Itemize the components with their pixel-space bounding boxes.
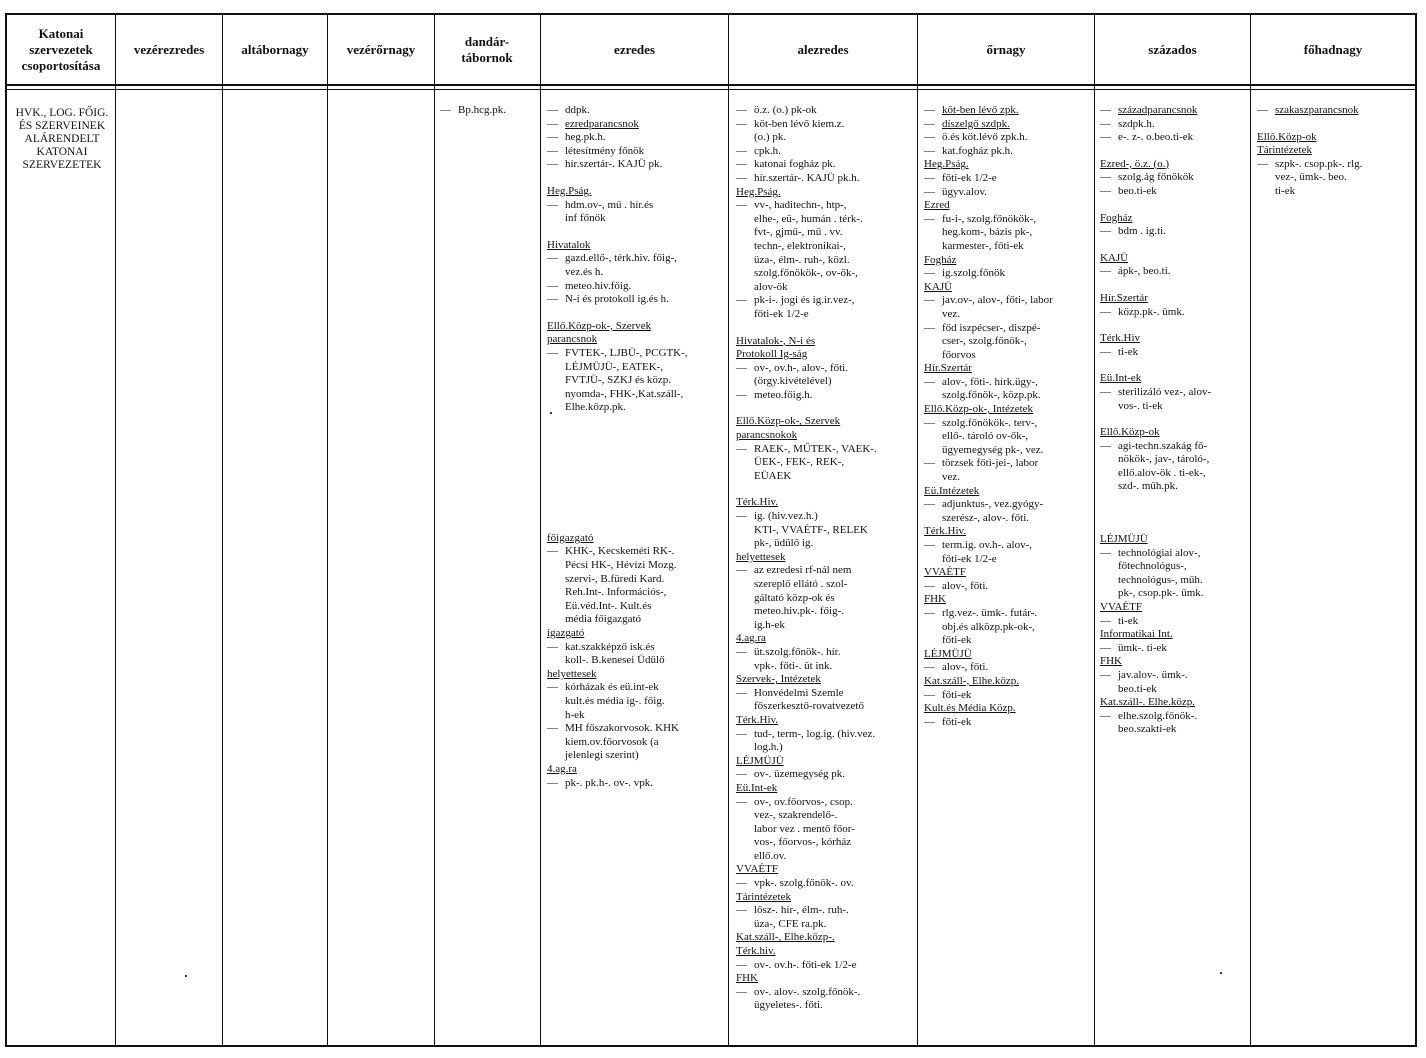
scan-speck (550, 412, 552, 414)
list-item: — ov-. ov.h-. főti-ek 1/2-e (736, 959, 914, 973)
section-heading: Hivatalok-, N-i és (736, 334, 816, 347)
column-divider (540, 13, 541, 1047)
header-ezredes: ezredes (614, 41, 655, 57)
list-item: — szolg.ág főnökök (1100, 171, 1248, 185)
spacer (547, 493, 723, 519)
section-heading: Hír.Szertár (924, 362, 972, 375)
list-item-continuation: LÉJMÜJÜ-, EATEK-, (565, 360, 664, 373)
spacer (1100, 413, 1248, 426)
list-item: — ov-, ov.h-, alov-, főti. (736, 362, 914, 376)
list-item-continuation: EÜAEK (754, 469, 792, 482)
list-item: — rlg.vez-. ümk-. futár-. (924, 607, 1090, 621)
list-item-continuation: (o.) pk. (754, 131, 787, 144)
section-heading: KAJÜ (1100, 251, 1129, 264)
spacer (736, 402, 914, 415)
list-item-continuation: nökök-, jav-, tároló-, (1118, 453, 1210, 466)
scan-speck (1220, 972, 1222, 974)
list-item-continuation: beo.ti-ek (1118, 682, 1157, 695)
fohadnagy-cell (1257, 104, 1413, 199)
list-item: — alov-, főti. (924, 661, 1090, 675)
list-item-continuation: főszerkesztő-rovatvezető (754, 700, 864, 713)
alezredes-cell (736, 104, 914, 1013)
section-heading: Ellő.Közp-ok (1100, 426, 1160, 439)
column-divider (115, 13, 116, 1047)
list-item-continuation: KTI-, VVAÉTF-, RELEK (754, 523, 868, 536)
column-divider (327, 13, 328, 1047)
header-szazados: százados (1148, 41, 1197, 57)
section-heading: Heg.Pság. (547, 184, 592, 197)
section-heading: LÉJMÜJÜ (736, 754, 784, 767)
list-item: — technológiai alov-, (1100, 547, 1248, 561)
list-item-continuation: (örgy.kivételével) (754, 375, 832, 388)
section-heading: Szervek-, Intézetek (736, 673, 821, 686)
spacer (1100, 199, 1248, 212)
list-item: — e-. z-. o.beo.ti-ek (1100, 131, 1248, 145)
list-item: — kat.fogház pk.h. (924, 145, 1090, 159)
list-item-continuation: főorvos (942, 348, 976, 361)
list-item-continuation: média főigazgató (565, 613, 642, 626)
list-item-continuation: ig.h-ek (754, 618, 785, 631)
section-heading: Térk.Hiv. (736, 713, 779, 726)
section-heading: 4.ag.ra (736, 632, 766, 645)
spacer (736, 322, 914, 335)
list-item-continuation: labor vez . mentő főor- (754, 822, 855, 835)
list-item-continuation: főti-ek (942, 634, 972, 647)
list-item: — N-i és protokoll ig.és h. (547, 293, 723, 307)
list-item: — jav.ov-, alov-, főti-, labor (924, 294, 1090, 308)
spacer (547, 172, 723, 185)
list-item: — törzsek főti-jei-, labor (924, 457, 1090, 471)
spacer (547, 441, 723, 467)
section-heading: FHK (736, 972, 759, 985)
section-heading: Ellő.Közp-ok-, Szervek (547, 319, 652, 332)
list-item: — szpk-. csop.pk-. rlg. (1257, 158, 1413, 172)
section-heading: Kat.száll-. Elhe.közp. (1100, 696, 1195, 709)
column-divider (222, 13, 223, 1047)
list-item-continuation: obj.és alközp.pk-ok-, (942, 620, 1035, 633)
list-item-continuation: ellő.alov-ök . ti-ek-, (1118, 466, 1206, 479)
spacer (547, 307, 723, 320)
section-heading: Eü.Int-ek (736, 781, 778, 794)
section-heading: Kat.száll-, Elhe.közp. (924, 674, 1019, 687)
list-item: — főti-ek (924, 689, 1090, 703)
list-item-continuation: szervi-, B.füredi Kard. (565, 572, 665, 585)
list-item-continuation: nyomda-, FHK-,Kat.száll-, (565, 387, 684, 400)
list-item: — tud-, term-, log.ig. (hiv.vez. (736, 728, 914, 742)
list-item: — szakaszparancsnok (1257, 104, 1413, 118)
list-item: — Honvédelmi Szemle (736, 687, 914, 701)
list-item: — ig. (hiv.vez.h.) (736, 510, 914, 524)
header-dandartabornok: dandár-tábornok (461, 33, 513, 65)
ornagy-cell (924, 104, 1090, 729)
list-item-continuation: vez. (942, 471, 961, 484)
list-item-continuation: vez.és h. (565, 265, 604, 278)
list-item: — ti-ek (1100, 615, 1248, 629)
list-item: — meteo.hiv.főig. (547, 280, 723, 294)
spacer (547, 226, 723, 239)
list-item: — fu-i-, szolg.főnökök-, (924, 213, 1090, 227)
list-item: — köt-ben lévő zpk. (924, 104, 1090, 118)
list-item-continuation: szerész-, alov-. főti. (942, 511, 1030, 524)
list-item: — RAEK-, MŰTEK-, VAEK-. (736, 443, 914, 457)
list-item: — szolg.főnökök-. terv-, (924, 417, 1090, 431)
header-vezerezredes: vezérezredes (133, 41, 205, 57)
list-item: — agi-techn.szakág fő- (1100, 440, 1248, 454)
section-heading: Térk.hiv. (736, 945, 776, 958)
section-heading: 4.ag.ra (547, 762, 577, 775)
list-item-continuation: Eü.véd.Int-. Kult.és (565, 599, 652, 612)
szazados-cell (1100, 104, 1248, 737)
list-item: — ig.szolg.főnök (924, 267, 1090, 281)
list-item: — term.ig. ov.h-. alov-, (924, 539, 1090, 553)
ezredes-cell (547, 104, 723, 790)
list-item: — katonai fogház pk. (736, 158, 914, 172)
list-item: — alov-, főti. (924, 580, 1090, 594)
section-heading: Protokoll Ig-ság (736, 348, 808, 361)
section-heading: Heg.Pság. (924, 158, 969, 171)
section-heading: Térk.Hiv. (736, 496, 779, 509)
section-heading: LÉJMÜJÜ (924, 647, 972, 660)
section-heading: FHK (1100, 655, 1123, 668)
list-item-continuation: Elhe.közp.pk. (565, 401, 626, 414)
list-item-continuation: főti-ek 1/2-e (942, 552, 997, 565)
list-item-continuation: alov-ök (754, 280, 788, 293)
list-item-continuation: üza-, élm-. ruh-, közl. (754, 253, 850, 266)
list-item: — heg.pk.h. (547, 131, 723, 145)
list-item: — ügyv.alov. (924, 186, 1090, 200)
header-fohadnagy: főhadnagy (1303, 41, 1363, 57)
spacer (1100, 359, 1248, 372)
list-item: — ddpk. (547, 104, 723, 118)
list-item: — századparancsnok (1100, 104, 1248, 118)
section-heading: Fogház (1100, 211, 1133, 224)
section-heading: Kat.száll-, Elhe.közp-. (736, 931, 835, 944)
section-heading: parancsnok (547, 333, 598, 346)
list-item-continuation: FVTJÜ-, SZKJ és közp. (565, 374, 672, 387)
list-item-continuation: szolg.főnökök-, ov-ők-, (754, 267, 858, 280)
list-item-continuation: ellő-. tároló ov-ők-, (942, 430, 1029, 443)
column-divider (917, 13, 918, 1047)
section-heading: Ezred-, ö.z. (o.) (1100, 157, 1170, 170)
list-item: — szdpk.h. (1100, 118, 1248, 132)
list-item-continuation: koll-. B.kenesei Üdülő (565, 654, 665, 667)
list-item-continuation: üza-, CFE ra.pk. (754, 917, 827, 930)
list-item-continuation: főtechnológus-, (1118, 560, 1187, 573)
list-item: — Bp.hcg.pk. (440, 104, 534, 118)
section-heading: igazgató (547, 627, 585, 640)
section-heading: Térk.Hiv. (924, 525, 967, 538)
list-item-continuation: cser-, szolg.főnök-, (942, 335, 1027, 348)
section-heading: Eü.Int-ek (1100, 372, 1142, 385)
section-heading: VVAÉTF (1100, 601, 1142, 614)
list-item-continuation: log.h.) (754, 741, 783, 754)
section-heading: KAJÜ (924, 280, 953, 293)
list-item: — díszelgő szdpk. (924, 118, 1090, 132)
list-item-continuation: szereplő ellátó . szol- (754, 578, 848, 590)
list-item: — főti-ek (924, 716, 1090, 730)
section-heading: Ellő.Közp-ok (1257, 130, 1317, 143)
list-item: — ümk-. ti-ek (1100, 642, 1248, 656)
section-heading: Informatikai Int. (1100, 628, 1173, 641)
list-item-continuation: ügyemegység pk-, vez. (942, 443, 1044, 456)
column-divider (434, 13, 435, 1047)
list-item: — lősz-. hír-, élm-. ruh-. (736, 904, 914, 918)
column-divider (1250, 13, 1251, 1047)
list-item: — bdm . ig.ti. (1100, 225, 1248, 239)
list-item: — cpk.h. (736, 145, 914, 159)
spacer (736, 483, 914, 496)
section-heading: főigazgató (547, 531, 594, 544)
list-item: — beo.ti-ek (1100, 185, 1248, 199)
list-item-continuation: szd-. műh.pk. (1118, 480, 1178, 493)
list-item: — ö.z. (o.) pk-ok (736, 104, 914, 118)
list-item-continuation: heg.kom-, bázis pk-, (942, 226, 1033, 239)
list-item-continuation: ti-ek (1275, 184, 1296, 197)
section-heading: LÉJMÜJÜ (1100, 533, 1148, 546)
group-label: HVK., LOG. FŐIG. ÉS SZERVEINEK ALÁRENDELT KATONAI SZERVEZETEK (15, 107, 109, 171)
list-item: — hír.szertár-. KAJÜ pk.h. (736, 172, 914, 186)
list-item-continuation: beo.szakti-ek (1118, 723, 1177, 736)
list-item-continuation: jelenlegi szerint) (565, 749, 639, 762)
list-item-continuation: vpk-. főti-. üt ink. (754, 659, 833, 672)
section-heading: helyettesek (547, 667, 597, 680)
list-item-continuation: elhe-, eü-, humán . térk-. (754, 212, 863, 225)
list-item-continuation: technológus-, műh. (1118, 573, 1203, 586)
list-item: — üt.szolg.főnök-. hír. (736, 646, 914, 660)
list-item: — adjunktus-, vez.gyógy- (924, 498, 1090, 512)
header-vezerornagy: vezérőrnagy (346, 41, 416, 57)
list-item: — létesítmény főnök (547, 145, 723, 159)
list-item: — ti-ek (1100, 346, 1248, 360)
list-item: — ov-, ov.főorvos-, csop. (736, 796, 914, 810)
list-item: — vv-, haditechn-, htp-, (736, 199, 914, 213)
list-item: — jav.alov-. ümk-. (1100, 669, 1248, 683)
section-heading: Térk.Hiv (1100, 332, 1141, 345)
list-item: — KHK-, Kecskeméti RK-. (547, 545, 723, 559)
list-item-continuation: vez-, szakrendelő-. (754, 809, 838, 822)
spacer (1257, 118, 1413, 131)
list-item-continuation: vos-, főorvos-, kórház (754, 836, 852, 849)
list-item-continuation: kult.és média ig-. főig. (565, 695, 665, 707)
spacer (1100, 319, 1248, 332)
list-item: — MH főszakorvosok. KHK (547, 722, 723, 736)
spacer (1100, 494, 1248, 520)
list-item-continuation: vez. (942, 307, 961, 320)
list-item-continuation: gáltató közp-ok és (754, 591, 835, 604)
list-item: — meteo.főig.h. (736, 389, 914, 403)
spacer (547, 519, 723, 532)
list-item-continuation: fvt-, gjmű-, mű . vv. (754, 226, 843, 239)
list-item: — az ezredesi rf-nál nem (736, 564, 914, 578)
section-heading: Kult.és Média Közp. (924, 702, 1016, 715)
list-item-continuation: karmester-, főti-ek (942, 239, 1024, 252)
section-heading: VVAÉTF (736, 863, 778, 876)
list-item: — alov-, főti-. hírk.ügy-, (924, 376, 1090, 390)
list-item: — köt-ben lévő kiem.z. (736, 118, 914, 132)
list-item-continuation: h-ek (565, 708, 585, 721)
column-divider (728, 13, 729, 1047)
list-item: — elhe.szolg.főnök-. (1100, 710, 1248, 724)
spacer (1100, 145, 1248, 158)
list-item: — gazd.ellő-, térk.hiv. főig-, (547, 252, 723, 266)
header-alezredes: alezredes (797, 41, 849, 57)
column-divider (1094, 13, 1095, 1047)
list-item: — pk-i-. jogi és ig.ir.vez-, (736, 294, 914, 308)
header-altabornagy: altábornagy (241, 41, 309, 57)
section-heading: Fogház (924, 253, 957, 266)
list-item: — pk-. pk.h-. ov-. vpk. (547, 777, 723, 791)
list-item-continuation: ellő.ov. (754, 849, 787, 862)
list-item-continuation: pk-, üdülő ig. (754, 537, 814, 550)
spacer (1100, 520, 1248, 533)
section-heading: Tárintézetek (736, 890, 791, 903)
spacer (547, 415, 723, 441)
header-ornagy: őrnagy (986, 41, 1026, 57)
section-heading: Tárintézetek (1257, 144, 1312, 157)
list-item-continuation: ÜEK-, FEK-, REK-, (754, 456, 845, 469)
list-item: — ezredparancsnok (547, 118, 723, 132)
spacer (547, 467, 723, 493)
spacer (1100, 279, 1248, 292)
section-heading: Ellő.Közp-ok-, Szervek (736, 415, 841, 428)
list-item: — főti-ek 1/2-e (924, 172, 1090, 186)
list-item: — ov-. üzemegység pk. (736, 768, 914, 782)
list-item-continuation: kiem.ov.főorvosok (a (565, 735, 659, 748)
list-item: — ov-. alov-. szolg.főnök-. (736, 986, 914, 1000)
list-item-continuation: meteo.hiv.pk-. főig-. (754, 605, 845, 618)
body-top-border (5, 89, 1417, 90)
list-item-continuation: Reh.Int-. Információs-, (565, 586, 667, 599)
section-heading: Heg.Pság. (736, 185, 781, 198)
header-group: Katonai szervezetek csoportosítása (21, 25, 101, 73)
list-item-continuation: vez-, ümk-. beo. (1275, 171, 1347, 184)
spacer (1100, 239, 1248, 252)
list-item: — vpk-. szolg.főnök-. ov. (736, 877, 914, 891)
section-heading: Ellő.Közp-ok-, Intézetek (924, 403, 1034, 416)
list-item: — kat.szakképző isk.és (547, 641, 723, 655)
list-item: — kórházak és eü.int-ek (547, 681, 723, 695)
list-item: — ápk-, beo.ti. (1100, 265, 1248, 279)
section-heading: FHK (924, 593, 947, 606)
list-item: — közp.pk-. ümk. (1100, 306, 1248, 320)
section-heading: Hivatalok (547, 238, 591, 251)
list-item: — ö.és köt.lévő zpk.h. (924, 131, 1090, 145)
section-heading: helyettesek (736, 550, 786, 563)
list-item: — sterilizáló vez-, alov- (1100, 386, 1248, 400)
list-item-continuation: pk-, csop.pk-. ümk. (1118, 587, 1204, 600)
list-item: — főd iszpécser-, diszpé- (924, 322, 1090, 336)
dandartabornok-cell (440, 104, 534, 118)
section-heading: parancsnokok (736, 429, 798, 442)
scan-speck (185, 975, 187, 977)
section-heading: Ezred (924, 199, 950, 212)
list-item: — hdm.ov-, mű . hír.és (547, 199, 723, 213)
section-heading: Hír.Szertár (1100, 291, 1148, 304)
section-heading: Eü.Intézetek (924, 484, 980, 497)
list-item-continuation: főti-ek 1/2-e (754, 307, 809, 320)
list-item-continuation: techn-, elektronikai-, (754, 239, 846, 252)
list-item-continuation: ügyeletes-. főti. (754, 999, 823, 1012)
list-item-continuation: Pécsi HK-, Hévízi Mozg. (565, 559, 677, 572)
list-item-continuation: vos-. ti-ek (1118, 399, 1163, 412)
section-heading: VVAÉTF (924, 566, 966, 579)
list-item: — hír.szertár-. KAJÜ pk. (547, 158, 723, 172)
list-item: — FVTEK-, LJBÜ-, PCGTK-, (547, 347, 723, 361)
list-item-continuation: inf főnök (565, 212, 606, 225)
list-item-continuation: szolg.főnök-, közp.pk. (942, 389, 1041, 402)
